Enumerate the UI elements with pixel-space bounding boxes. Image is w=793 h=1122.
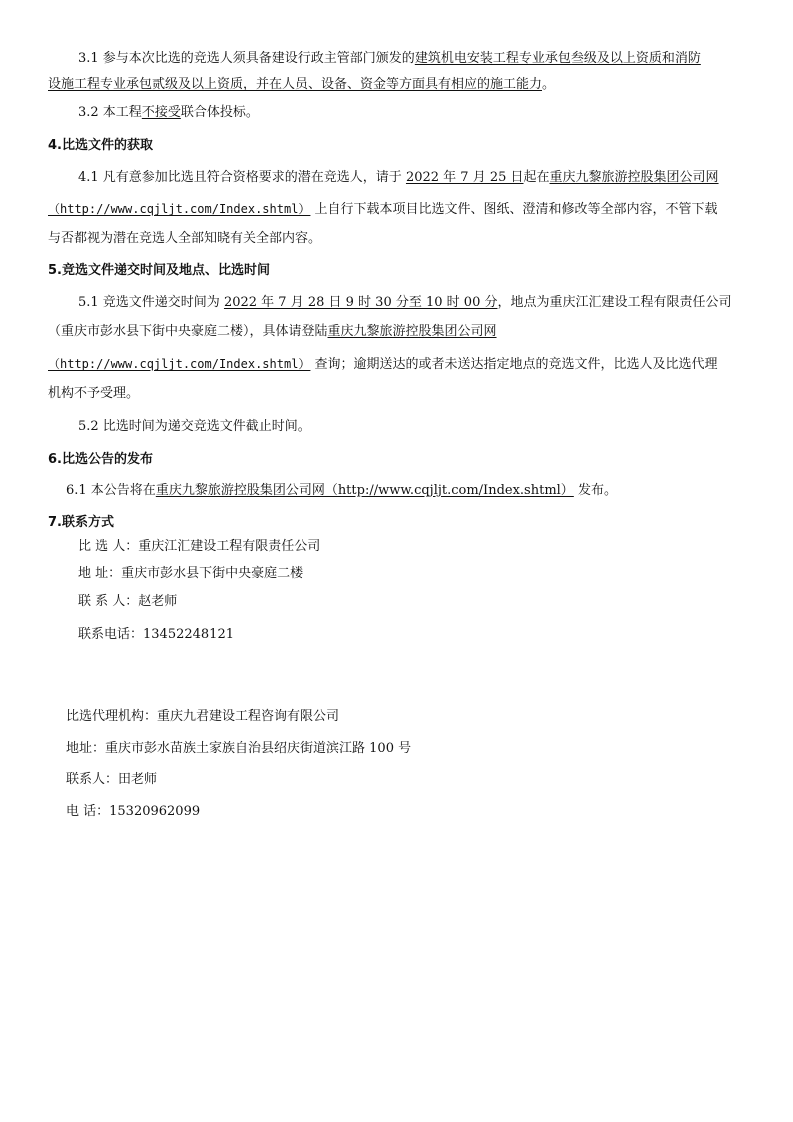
para-5-2: 5.2 比选时间为递交竞选文件截止时间。 (78, 419, 311, 434)
heading-section-5: 5.竞选文件递交时间及地点、比选时间 (48, 263, 270, 278)
link-url-5-1[interactable]: （http://www.cqjljt.com/Index.shtml） (48, 357, 311, 371)
text-3-2-c: 联合体投标。 (180, 105, 259, 120)
heading-section-7: 7.联系方式 (48, 515, 114, 530)
agency-value-contact: 田老师 (118, 772, 158, 787)
para-3-1-line1 (78, 50, 701, 68)
text-3-2-a: 3.2 本工程 (78, 105, 142, 120)
contact-label-address: 地 址： (78, 566, 122, 581)
text-6-1-c: 发布。 (573, 483, 617, 498)
para-3-1-line2 (48, 76, 555, 94)
agency-row-phone (66, 803, 200, 821)
text-3-2-no-joint: 不接受 (141, 105, 181, 120)
agency-value-phone: 15320962099 (109, 804, 201, 819)
text-5-1-g: 查询；逾期送达的或者未送达指定地点的竞选文件，比选人及比选代理 (310, 357, 718, 372)
para-5-1-line4: 机构不予受理。 (48, 386, 140, 401)
agency-value-org: 重庆九君建设工程咨询有限公司 (157, 709, 340, 724)
link-jiuli-group-site-6[interactable]: 重庆九黎旅游控股集团公司网（http://www.cqjljt.com/Index.shtml） (155, 483, 574, 498)
text-6-1-a: 6.1 本公告将在 (66, 483, 156, 498)
contact-value-selector: 重庆江汇建设工程有限责任公司 (138, 539, 321, 554)
agency-label-org: 比选代理机构： (66, 709, 158, 724)
agency-label-address: 地址： (66, 741, 106, 756)
contact-value-address: 重庆市彭水县下街中央豪庭二楼 (121, 566, 304, 581)
para-5-1-line1 (78, 294, 731, 312)
text-4-1-f: 上自行下载本项目比选文件、图纸、澄清和修改等全部内容，不管下载 (310, 202, 718, 217)
agency-label-phone: 电 话： (66, 804, 110, 819)
heading-section-4: 4.比选文件的获取 (48, 138, 153, 153)
agency-label-contact: 联系人： (66, 772, 119, 787)
text-5-1-a: 5.1 竞选文件递交时间为 (78, 295, 224, 310)
contact-row-person (78, 593, 177, 611)
text-5-1-c: ，地点为重庆江汇建设工程有限责任公司 (497, 295, 732, 310)
agency-row-contact (66, 771, 157, 789)
text-5-1-time: 2022 年 7 月 28 日 9 时 30 分至 10 时 00 分 (223, 295, 498, 310)
contact-value-person: 赵老师 (138, 594, 178, 609)
link-jiuli-group-site-5[interactable]: 重庆九黎旅游控股集团公司网 (327, 324, 497, 339)
agency-value-address: 重庆市彭水苗族土家族自治县绍庆街道滨江路 100 号 (105, 741, 412, 756)
text-3-1-qualification-b: 设施工程专业承包贰级及以上资质，并在人员、设备、资金等方面具有相应的施工能力 (48, 77, 543, 92)
agency-row-org (66, 708, 339, 726)
text-3-1-intro: 3.1 参与本次比选的竞选人须具备建设行政主管部门颁发的 (78, 51, 415, 66)
text-4-1-date: 2022 年 7 月 25 日 (405, 170, 524, 185)
para-4-1-line2 (48, 200, 718, 219)
para-5-1-line2 (48, 323, 497, 341)
contact-row-address (78, 565, 303, 583)
para-3-2 (78, 104, 259, 122)
text-3-1-end: 。 (542, 77, 556, 92)
agency-row-address (66, 740, 411, 758)
contact-row-selector (78, 538, 320, 556)
para-6-1 (66, 482, 617, 500)
contact-value-phone: 13452248121 (143, 627, 234, 642)
contact-row-phone (78, 626, 234, 644)
text-4-1-c: 起在 (523, 170, 550, 185)
text-5-1-d: （重庆市彭水县下街中央豪庭二楼），具体请登陆 (48, 324, 328, 339)
contact-label-selector: 比 选 人： (78, 539, 139, 554)
text-3-1-qualification-a: 建筑机电安装工程专业承包叁级及以上资质和消防 (414, 51, 701, 66)
contact-label-phone: 联系电话： (78, 627, 144, 642)
para-4-1-line3: 与否都视为潜在竞选人全部知晓有关全部内容。 (48, 231, 322, 246)
heading-section-6: 6.比选公告的发布 (48, 452, 153, 467)
contact-label-person: 联 系 人： (78, 594, 139, 609)
para-4-1-line1 (78, 169, 719, 187)
link-jiuli-group-site[interactable]: 重庆九黎旅游控股集团公司网 (549, 170, 719, 185)
text-4-1-a: 4.1 凡有意参加比选且符合资格要求的潜在竞选人，请于 (78, 170, 406, 185)
para-5-1-line3 (48, 355, 718, 374)
link-url-4-1[interactable]: （http://www.cqjljt.com/Index.shtml） (48, 202, 311, 216)
